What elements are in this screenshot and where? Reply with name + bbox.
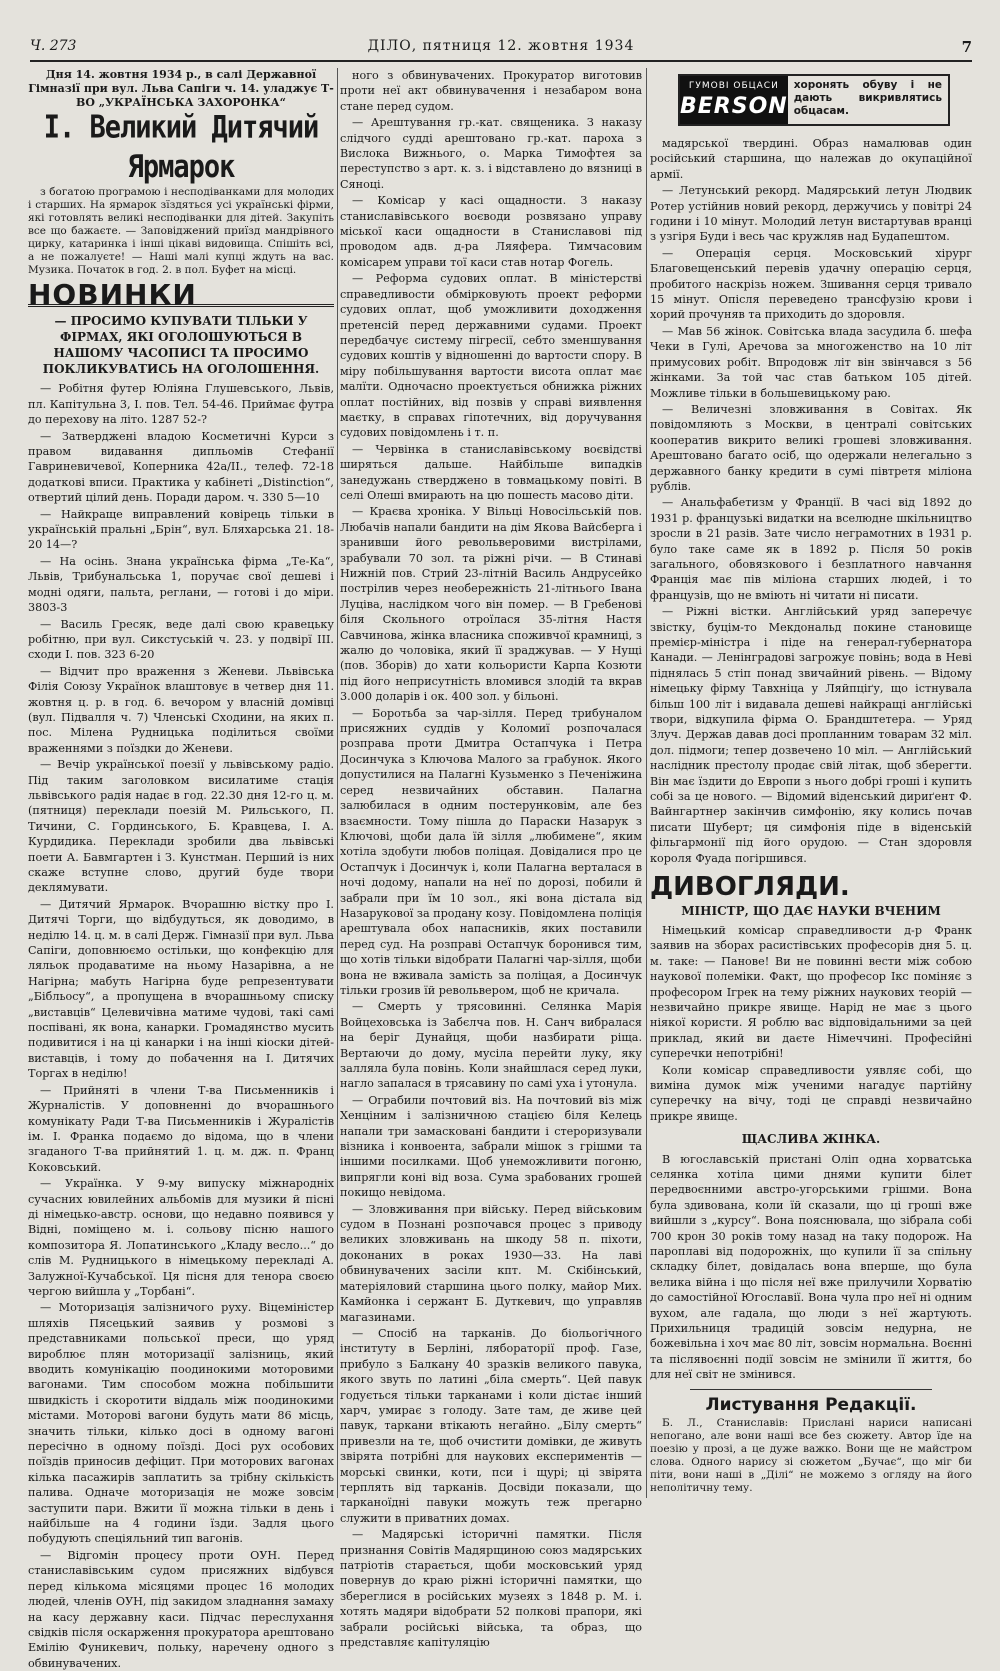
news-paragraph: — Смерть у трясовинні. Селянка Марія Войцеховська із Забєлча пов. Н. Санч вибралася на беріг Дунайця, щоби назбирати ріща. Вертаючи до дому, мусіла перейти луку, яку залляла була повінь. Коли знайшлася серед луки, нагло запалася в трясавину по самі уха і утонула.: [340, 1000, 642, 1091]
news-paragraph: — Арештування гр.-кат. священика. З наказу слідчого судді арештовано гр.-кат. пароха з Вислока Вижнього, о. Марка Тимофтея за переступство з арт. к. з. і відставлено до вязниці в Сяноці.: [340, 116, 642, 191]
news-paragraph: — Дитячий Ярмарок. Вчорашню вістку про І. Дитячі Торги, що відбудуться, як доводимо, в неділю 14. ц. м. в салі Держ. Гімназії при вул. Льва Сапіги, доповнюємо остільки, що конфекцію для ляльок продаватиме на ньому Назарівна, а не Нагірна; мабуть Нагірна буде репрезентувати „Бібльосу“, а пропущена в вчорашньому списку „виставців“ Целевичівна матиме чудові, такі самі поспівані, як вона, канарки. Громадянство мусить подивитися і на ці канарки і на інші кіоски дітей-виставців, і тому до побачення на І. Дитячих Торгах в неділю!: [28, 897, 334, 1081]
news-paragraph: — Прийняті в члени Т-ва Письменників і Журналістів. У доповненні до вчорашнього комунікату Ради Т-ва Письменників і Журалістів ім. І. Франка подаємо до відома, що в члени згаданого Т-ва прийнятий 1. ц. м. дж. п. Франц Коковський.: [28, 1083, 334, 1174]
divohliady-title: ДИВОГЛЯДИ.: [650, 872, 850, 903]
news-paragraph: — Комісар у касі ощадности. З наказу станиславівського воєводи розвязано управу міської каси ощадности в Станиславові під проводом адв. д-ра Ляяфера. Тимчасовим комісарем управи тої каси став нотар Фогель.: [340, 194, 642, 269]
news-paragraph: — Зловживання при війську. Перед військовим судом в Познані розпочався процес з приводу великих зловживань на шкоду 58 п. піхоти, доконаних в роках 1930—33. На лаві обвинувачених засіли кпт. М. Скібінський, матеріяловий старшина цього полку, майор Мих. Камйонка і сержант Б. Дуткевич, що управляв магазинами.: [340, 1202, 642, 1324]
news-paragraph: — Спосіб на тарканів. До біольогічного інституту в Берліні, лябораторії проф. Газе, прибуло з Балкану 40 зразків великого павука, якого звуть по латині „біла смерть“. Цей павук годується тільки тарканами і коли дістає інший харч, умирає з голоду. Зате там, де живе цей павук, таркани втікають негайно. „Білу смерть“ привезли на те, щоб очистити домівки, де живуть звірята потрібні для наукових експериментів — морські свинки, коти, пси і щурі; ці звірята терплять від тарканів. Досвіди показали, що тарканоїдні павуки можуть теж прегарно служити в приватних домах.: [340, 1326, 642, 1525]
page-header: [30, 38, 972, 62]
article-body: В югославській пристані Оліп одна хорватська селянка хотіла цими днями купити білет передвоєнними австро-угорськими грішми. Вона була здивована, коли їй сказали, що ці гроші вже вийшли з „курсу“. Вона пояснювала, що зібрала собі 700 крон 30 років тому назад на таку подорож. На пароплаві від подорожніх, що купили її за спільну складку білет, довідалась вона вперше, що була велика війна і що після неї вже прилучили Хорватію до самостійної Югославії. Вона чула про неї ні одним вухом, але гадала, що люди з неї жартують. Прихильниця традицій зовсім недурна, не божевільна і хоч має 80 літ, зовсім нормальна. Воєнні та післявоєнні події зовсім не змінили її життя, бо для неї світ не змінився.: [650, 1152, 972, 1382]
news-paragraph: Німецький комісар справедливости д-р Франк заявив на зборах расистівських професорів дня 5. ц. м. таке: — Панове! Ви не повинні вести між собою наукової полеміки. Факт, що професор Ікс поміняє з професором Ігрек на тему ріжних наукових теорій — незвичайно прикре явище. Нарід не має з цього ніякої користи. Я роблю вас відповідальними за цей приклад, який ви даєте Німеччині. Професійні суперечки непотрібні!: [650, 923, 972, 1061]
column-3: [650, 68, 972, 1498]
masthead-date: ДІЛО, пятниця 12. жовтня 1934: [367, 38, 635, 54]
news-paragraph: — Моторизація залізничого руху. Віцеміністер шляхів Пясецький заявив у розмові з представниками польської преси, що уряд вироблює плян моторизації залізниць, який вводить комунікацію поодинокими моторовими вагонами. Тим способом можна побільшити швидкість і скоротити віддаль між поодинокими містами. Моторові вагони будуть мати 86 місць, значить тільки, кілько досі в одному вагоні пересічно в одному поїзді. Досі рух особових поїздів приносив дефіцит. При моторових вагонах кілька пасажирів заплатить за трібну скількість палива. Одначе моторизація не може зовсім заступити пари. Вжити її можна тільки в день і найбільше на 4 години їзди. Задля цього побудують спеціяльний тип вагонів.: [28, 1301, 334, 1546]
news-paragraph: — Операція серця. Московський хірург Благовещенський перевів удачну операцію серця, пробитого наскрізь ножем. Зшивання серця тривало 15 мінут. Опісля переведено трансфузію крови і хорий прочуняв та приходить до здоровля.: [650, 246, 972, 322]
ad-brand-top: ГУМОВІ ОБЦАСИ: [688, 81, 779, 91]
news-paragraph: — Затверджені владою Косметичні Курси з правом видавання дипльомів Стефанії Гавриневичевої, Коперника 42а/ІІ., телеф. 72-18 додаткові вписи. Практика у кабінеті „Distinction“, отвертий цілий день. Поради даром. ч. 330 5—10: [28, 429, 334, 505]
article-body: [650, 923, 972, 1124]
news-paragraph: — Мав 56 жінок. Совітська влада засудила б. шефа Чеки в Гулі, Аречова за многоженство на 10 літ примусових робіт. Впродовж літ він звінчався з 56 жінками. За той час став батьком 105 дітей. Можливе тільки в большевицькому раю.: [650, 324, 972, 400]
news-paragraph: — Відгомін процесу проти ОУН. Перед станиславівським судом присяжних відбувся перед кількома місяцями процес 16 молодих людей, членів ОУН, під закидом зладнання замаху на касу державну каси. Підчас переслухання свідків після оскарження прокуратора арештовано Емілію Фуникевич, польку, наречену одного з обвинувачених.: [28, 1548, 334, 1670]
page-number: 7: [961, 38, 972, 56]
berson-advertisement: [678, 74, 950, 126]
news-paragraph: ного з обвинувачених. Прокуратор виготовив проти неї акт обвинувачення і незабаром вона стане перед судом.: [340, 69, 642, 113]
news-paragraph: — Червінка в станиславівському воєвідстві ширяться дальше. Найбільше випадків занедужань стверджено в товмацькому повіті. В селі Олеші вмирають на цю пошесть масово діти.: [340, 442, 642, 502]
news-paragraph: — Робітня футер Юліяна Глушевського, Львів, пл. Капітульна 3, І. пов. Тел. 54-46. Приймає футра до перехову на літо. 1287 52-?: [28, 382, 334, 427]
issue-number: Ч. 273: [30, 38, 77, 54]
news-paragraph: — Боротьба за чар-зілля. Перед трибуналом присяжних суддів у Коломиї розпочалася розправа проти Дмитра Остапчука і Петра Досинчука з Ключова Малого за грабунок. Якого допустилися на Палагні Кузьменко з Печеніжина серед незвичайних обставин. Палагна залюбилася в одним постерунковім, але без взаємности. Тому пішла до Параски Назарук з Ключові, щоби дала їй зілля „любимене“, яким хотіла здобути любов поліцая. Довідалися про це Остапчук і Доcинчук і, коли Палагна верталася в ночі додому, напали на неї по дорозі, побили й забрали при їм 10 зол., які вона дістала від Назарукової за продану козу. Повідомлена поліція арештувала обох напасників, яких поставили перед суд. На розправі Остапчук боронився тим, що хотів тільки відобрати Палагні чар-зілля, щоби вона не вживала замість за поліцая, а Досинчук тільки грозив їй револьвером, щоб не кричала.: [340, 706, 643, 997]
ad-brand-name: BERSON: [680, 94, 788, 120]
fair-title: І. Великий Дитячий Ярмарок: [43, 110, 319, 185]
news-paragraph: — Летунський рекорд. Мадярський летун Людвик Ротер устійнив новий рекорд, держучись у повітрі 24 години і 10 мінут. Молодий летун вистартував вранці з узгіря Буди і весь час кружляв над Будапештом.: [650, 184, 972, 244]
news-paragraph: — На осінь. Знана українська фірма „Те-Ка“, Львів, Трибунальська 1, поручає свої дешеві і модні одяги, пальта, реглани, — готові і до міри. 3803-3: [28, 554, 334, 615]
column-divider: [337, 68, 338, 1498]
correspondence-text: Б. Л., Станиславів: Прислані нариси написані непогано, але вони наші все без сюжету. Автор їде на поезію у прозі, а це дуже важко. Вони ще не майстром слова. Одного нарису зі сюжетом „Бучає“, що міг би піти, вони наші в „Ділі“ не можемо з огляду на його неполітичну тему.: [650, 1417, 972, 1495]
news-paragraph: Коли комісар справедливости уявляє собі, що виміна думок між ученими нагадує партійну суперечку на вічу, тоді це справді незвичайно прикре явище.: [650, 1063, 972, 1123]
column-2: [340, 68, 643, 1650]
news-paragraph: — Ограбили почтовий віз. На почтовий віз між Хенціним і залізничною стацією біля Келець напали три замасковані бандити і стероризували візника і конвоента, забрали мішок з грішми та іншими посилками. Щоб унеможливити погоню, випрягли коні від воза. Сума зрабованих грошей покищо невідома.: [340, 1093, 642, 1200]
article-title: ЩАСЛИВА ЖІНКА.: [741, 1132, 881, 1147]
news-paragraph: — Анальфабетизм у Франції. В часі від 1892 до 1931 р. французькі видатки на вселюдне шкільництво зросли в 21 разів. Зате число неграмотних в 1931 р. було таке саме як в 1892 р. Після 50 років загального, обовязкового і безплатного навчання Франція має пів міліона старших людей, і то французів, що не вміють ні читати ні писати.: [650, 496, 972, 602]
news-paragraph: — Найкраще виправлений ковірець тільки в українській пральні „Брін“, вул. Бляхарська 21. 18-20 14—?: [28, 507, 334, 552]
news-paragraph: мадярської твердині. Образ намалював один російський старшина, що належав до окупаційної армії.: [650, 137, 972, 181]
event-announcement: Дня 14. жовтня 1934 р., в салі Державної Гімназії при вул. Льва Сапіги ч. 14. уладжує Т-ВО „УКРАЇНСЬКА ЗАХОРОНКА“: [28, 68, 334, 109]
correspondence-title: Листування Редакції.: [705, 1394, 917, 1415]
news-list: [340, 68, 642, 1650]
news-paragraph: — Мадярські історичні памятки. Після признання Совітів Мадярщиною союз мадярських патріотів старається, щоби московський уряд повернув до краю ріжні історичні памятки, що збереглися в російських музеях з 1848 р. М. і. хотять мадяри відобрати 52 полкові прапори, які забрали російські війська, та образ, що представляє капітуляцію: [340, 1528, 642, 1650]
news-paragraph: — Величезні зловживання в Совітах. Як повідомляють з Москви, в централі совітських кооператив викрито великі грошеві зловживання. Арештовано багато осіб, що одержали нелегально з державного банку кредити в сумі півтретя міліона рублів.: [650, 402, 972, 493]
news-paragraph: — Краєва хроніка. У Вільці Новосільській пов. Любачів напали бандити на дім Якова Вайсберга і зранивши його револьверовими вистрілами, зрабували 70 зол. та ріжні річи. — В Стинаві Нижній пов. Стрий 23-літній Василь Андрусейко пострілив через необережність 21-літнього Івана Луціва, наслідком чого він помер. — В Гребенові біля Скольного отроїлася 35-літня Настя Савчинова, жінка власника споживчої крамниці, з жалю до чоловіка, який її зраджував. — У Нущі (пов. Зборів) до хати кольористи Карпа Козюти під його неприсутність вломився злодій та вкрав 3.000 доларів і ок. 400 зол. у більоні.: [340, 505, 642, 704]
news-paragraph: — Відчит про враження з Женеви. Львівська Філія Союзу Українок влаштовує в четвер дня 11. жовтня ц. р. в год. 6. вечором у власній домівці (вул. Підвалля ч. 7) Членські Сходини, на яких п. пос. Мілена Рудницька поділиться своїми враженнями з поїздки до Женеви.: [28, 664, 334, 755]
news-paragraph: — Василь Гресяк, веде далі свою кравецьку робітню, при вул. Сикстуській ч. 23. у подвірї ІІІ. сходи І. пов. 323 6-20: [28, 617, 334, 662]
article-title: МІНІСТР, ЩО ДАЄ НАУКИ ВЧЕНИМ: [681, 903, 941, 918]
lead-notice: — ПРОСИМО КУПУВАТИ ТІЛЬКИ У ФІРМАХ, ЯКІ ОГОЛОШУЮТЬСЯ В НАШОМУ ЧАСОПИСІ ТА ПРОСИМО ПОКЛИКУВАТИСЬ НА ОГОЛОШЕННЯ.: [42, 314, 320, 377]
column-1: [28, 68, 334, 1670]
news-list: [28, 381, 334, 1671]
news-list: [650, 136, 972, 866]
news-paragraph: — Реформа судових оплат. В міністерстві справедливости обмірковують проект реформи судових оплат, щоб уможливити доходження претенсій перед державними судами. Проект передбачує систему пігресії, себто зменшування судових коштів у відношенні до вартости спору. В міру побільшування вартости висота оплат має малїти. Одночасно проектується обнижка ріжних оплат постійних, від позвів у справі виявлення маєтку, в справах гіпотечних, від доручування судових повідомлень і т. п.: [340, 272, 642, 440]
news-paragraph: — Вечір української поезії у львівському радіо. Під таким заголовком висилатиме стація львівського радія надає в год. 22.30 дня 12-го ц. м. (пятниця) переклади поезій М. Рильського, П. Тичини, С. Гординського, Б. Кравцева, І. А. Курдидика. Переклади зробили два львівські поети А. Бавмгартен і З. Кунстман. Перший із них скаже вступне слово, другий буде твори деклямувати.: [28, 758, 334, 895]
berson-logo: [680, 76, 788, 124]
divider: [690, 1389, 932, 1390]
news-paragraph: — Ріжні вістки. Англійський уряд заперечує звістку, буцім-то Мекдональд покине становище премієр-міністра і піде на генерал-губернатора Канади. — Ленінградові загрожує повінь; вода в Неві піднялась 5 стіп понад звичайний рівень. — Відому німецьку фірму Тавхніца у Ляйпціґу, що істнувала більш 100 літ і видавала дешеві найкращі англійські твори, відкупила фірма О. Брандштетера. — Уряд Злуч. Держав давав досі пропланним товарам 32 міл. дол. підмоги; тепер дозвечено 10 міл. — Англійський наслідник престолу продає свій літак, щоб зберегти. Він має їздити до Европи з нього добрі гроші і купить собі за це нового. — Відомий віденський дириґент Ф. Вайнгартнер закінчив симфонію, яку колись почав писати Шуберт; ця симфонія піде в віденській фільгармонії під його орудою. — Стан здоровля короля Фуада погіршився.: [650, 605, 972, 865]
column-divider: [646, 68, 647, 1498]
ad-slogan: хоронять обуву і не дають викривлятись обцасам.: [793, 79, 942, 117]
fair-description: з богатою програмою і несподіванками для молодих і старших. На ярмарок зїздяться усі українські фірми, які готовлять великі несподіванки для дітей. Закупіть все що бажаєте. — Заповіджений приїзд мандрівного цирку, катаринка і інші цікаві видовища. Спішіть всі, а не пожалуєте! — Наші малі купці ждуть на вас. Музика. Початок в год. 2. в пол. Буфет на місці.: [28, 186, 334, 276]
section-title: НОВИНКИ: [28, 287, 334, 307]
news-paragraph: — Українка. У 9-му випуску міжнародніх сучасних ювилейних альбомів для музики й пісні ді німецько-австр. основи, що недавно появився у Відні, поміщено м. і. сольову пісню нашого композитора Я. Лопатинського „Кладу весло...“ до слів М. Рудницького в німецькому перекладі А. Залужної-Кучабської. Ця пісня для тенора своєю чергою вийшла у „Торбані“.: [28, 1177, 334, 1298]
